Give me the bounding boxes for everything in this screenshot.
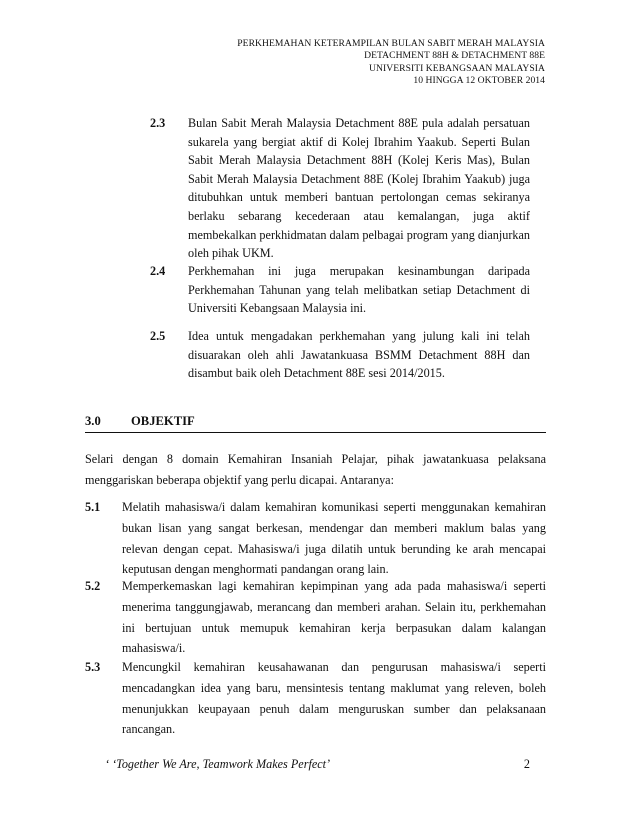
- objective-number: 5.2: [85, 579, 101, 593]
- item-text: Bulan Sabit Merah Malaysia Detachment 88E pula adalah persatuan sukarela yang bergiat aktif di Kolej Ibrahim Yaakub. Seperti Bulan Sabit Merah Malaysia Detachment 88H (Kolej Keris Mas), Bulan Sabit Merah Malaysia Detachment 88E (Kolej Ibrahim Yaakub) juga ditubuhkan untuk memberi bantuan pertolongan cemas sekiranya berlaku sebarang kecederaan atau kemalangan, juga aktif membekalkan perkhidmatan dalam pelbagai program yang dianjurkan oleh pihak UKM.: [188, 116, 530, 261]
- section-number: 3.0: [85, 414, 101, 428]
- objective-text: Memperkemaskan lagi kemahiran kepimpinan yang ada pada mahasiswa/i seperti menerima tanggungjawab, merancang dan memberi arahan. Selain itu, perkhemahan ini bertujuan untuk memupuk kemahiran kerja berpasukan dalam kalangan mahasiswa/i.: [122, 579, 546, 656]
- section-title: OBJEKTIF: [131, 414, 195, 428]
- item-number: 2.5: [150, 329, 166, 343]
- header-line-3: UNIVERSITI KEBANGSAAN MALAYSIA: [369, 62, 545, 74]
- objective-item: [85, 657, 546, 740]
- paragraph-item: [150, 262, 530, 318]
- paragraph-item: [150, 327, 530, 383]
- objective-number: 5.3: [85, 660, 101, 674]
- page-footer: [105, 757, 530, 772]
- footer-motto: ‘ ‘Together We Are, Teamwork Makes Perfect’: [105, 757, 331, 771]
- page-header: [237, 38, 545, 88]
- objective-item: [85, 497, 546, 580]
- header-line-4: 10 HINGGA 12 OKTOBER 2014: [413, 75, 545, 87]
- objective-item: [85, 576, 546, 659]
- item-number: 2.3: [150, 116, 166, 130]
- item-text: Idea untuk mengadakan perkhemahan yang julung kali ini telah disuarakan oleh ahli Jawatankuasa BSMM Detachment 88H dan disambut baik oleh Detachment 88E sesi 2014/2015.: [188, 329, 530, 381]
- objective-text: Mencungkil kemahiran keusahawanan dan pengurusan mahasiswa/i seperti mencadangkan idea yang baru, mensintesis tentang maklumat yang releven, boleh menunjukkan keupayaan penuh dalam menguruskan sumber dan pelaksanaan rancangan.: [122, 660, 546, 737]
- objective-number: 5.1: [85, 500, 101, 514]
- objective-text: Melatih mahasiswa/i dalam kemahiran komunikasi seperti menggunakan kemahiran bukan lisan yang sangat berkesan, mendengar dan memberi maklum balas yang relevan dengan cepat. Mahasiswa/i juga dilatih untuk berunding ke arah mencapai keputusan dengan menghormati pandangan orang lain.: [122, 500, 546, 577]
- item-number: 2.4: [150, 264, 166, 278]
- header-line-1: PERKHEMAHAN KETERAMPILAN BULAN SABIT MERAH MALAYSIA: [237, 38, 545, 49]
- intro-paragraph: Selari dengan 8 domain Kemahiran Insaniah Pelajar, pihak jawatankuasa pelaksana menggariskan beberapa objektif yang perlu dicapai. Antaranya:: [85, 452, 546, 487]
- item-text: Perkhemahan ini juga merupakan kesinambungan daripada Perkhemahan Tahunan yang telah melibatkan setiap Detachment di Universiti Kebangsaan Malaysia ini.: [188, 264, 530, 316]
- header-line-2: DETACHMENT 88H & DETACHMENT 88E: [364, 50, 545, 62]
- page-number: 2: [523, 757, 530, 771]
- paragraph-item: [150, 114, 530, 263]
- section-heading: [85, 414, 546, 433]
